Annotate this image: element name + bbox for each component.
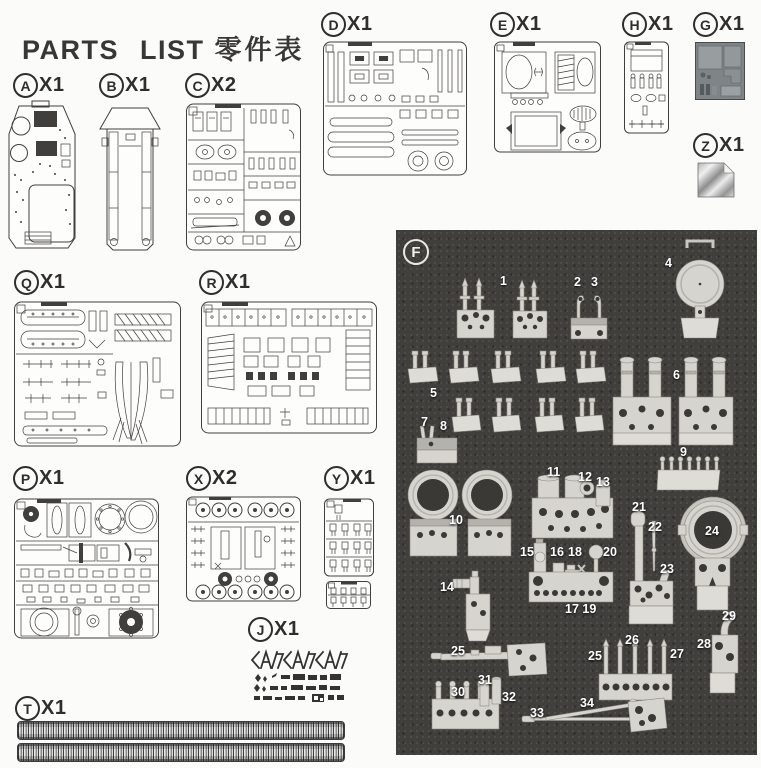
part-label-28: 28 bbox=[697, 637, 711, 651]
part-shape-26 bbox=[599, 639, 672, 700]
part-shape-17-19 bbox=[529, 570, 613, 602]
part-label-16: 16 bbox=[550, 545, 564, 559]
sprue-b-letter: B bbox=[99, 73, 124, 98]
sprue-d-label bbox=[321, 12, 372, 37]
etch-fret-g bbox=[695, 42, 745, 100]
page-title-zh: 零件表 bbox=[214, 35, 305, 65]
sprue-q-qty: X1 bbox=[40, 271, 66, 293]
sprue-y-label bbox=[324, 466, 375, 491]
sprue-x-letter: X bbox=[186, 466, 211, 491]
part-shape-5-row2 bbox=[452, 398, 604, 432]
sprue-a-qty: X1 bbox=[39, 74, 65, 96]
sprue-y1-drawing bbox=[323, 497, 375, 578]
sprue-q-label bbox=[14, 270, 65, 295]
sprue-b-qty: X1 bbox=[125, 74, 151, 96]
part-label-5: 5 bbox=[430, 386, 437, 400]
part-shape-1 bbox=[457, 278, 494, 338]
part-label-29: 29 bbox=[722, 609, 736, 623]
part-label-21: 21 bbox=[632, 500, 646, 514]
part-label-17-19: 17 19 bbox=[565, 602, 597, 616]
sprue-q-letter: Q bbox=[14, 270, 39, 295]
part-shape-10b bbox=[462, 470, 512, 556]
resin-parts-photo bbox=[396, 230, 757, 755]
sprue-x-qty: X2 bbox=[212, 467, 238, 489]
part-shape-34 bbox=[546, 698, 667, 732]
part-label-3: 3 bbox=[591, 275, 598, 289]
sprue-h-letter: H bbox=[622, 12, 647, 37]
part-label-34: 34 bbox=[580, 696, 594, 710]
sprue-h-drawing bbox=[623, 40, 670, 135]
sprue-c-drawing bbox=[185, 100, 302, 252]
sprue-b-drawing bbox=[97, 102, 163, 253]
photo-panel-f bbox=[396, 230, 757, 755]
sprue-c-qty: X2 bbox=[211, 74, 237, 96]
sprue-h-qty: X1 bbox=[648, 13, 674, 35]
part-label-25a: 25 bbox=[451, 644, 465, 658]
part-label-9: 9 bbox=[680, 445, 687, 459]
sprue-x-label bbox=[186, 466, 237, 491]
part-label-33: 33 bbox=[530, 706, 544, 720]
sprue-a-drawing bbox=[5, 100, 80, 253]
part-shape-2-3 bbox=[571, 296, 607, 339]
sprue-e-letter: E bbox=[490, 12, 515, 37]
part-shape-28-29 bbox=[710, 612, 738, 693]
sprue-d-letter: D bbox=[321, 12, 346, 37]
sprue-y2-drawing bbox=[325, 580, 372, 610]
part-shape-9 bbox=[657, 457, 720, 491]
part-label-15: 15 bbox=[520, 545, 534, 559]
part-label-22: 22 bbox=[648, 520, 662, 534]
decal-sheet-j bbox=[250, 650, 347, 705]
sprue-j-letter: J bbox=[248, 617, 273, 642]
sprue-p-drawing bbox=[13, 497, 160, 640]
track-strip-2 bbox=[17, 743, 345, 762]
sprue-g-letter: G bbox=[693, 12, 718, 37]
part-shape-5-row1 bbox=[408, 351, 606, 383]
sprue-z-letter: Z bbox=[693, 133, 718, 158]
part-label-14: 14 bbox=[440, 580, 454, 594]
sprue-r-drawing bbox=[200, 300, 378, 435]
sprue-e-drawing bbox=[493, 40, 603, 154]
sprue-e-label bbox=[490, 12, 541, 37]
part-shape-21-base bbox=[629, 581, 673, 624]
part-label-1: 1 bbox=[500, 274, 507, 288]
part-shape-21 bbox=[631, 511, 645, 582]
sprue-y-qty: X1 bbox=[350, 467, 376, 489]
sprue-t-qty: X1 bbox=[41, 697, 67, 719]
page-title-en: PARTS LIST bbox=[22, 35, 205, 65]
sprue-z-qty: X1 bbox=[719, 134, 745, 156]
part-label-4: 4 bbox=[665, 256, 672, 270]
part-label-8: 8 bbox=[440, 419, 447, 433]
track-strip-1 bbox=[17, 721, 345, 740]
part-label-20: 20 bbox=[603, 545, 617, 559]
sprue-a-label bbox=[13, 73, 64, 98]
sprue-p-label bbox=[13, 466, 64, 491]
sprue-g-label bbox=[693, 12, 744, 37]
part-shape-4 bbox=[676, 241, 724, 338]
sprue-d-qty: X1 bbox=[347, 13, 373, 35]
sprue-z-label bbox=[693, 133, 744, 158]
part-shape-6a bbox=[613, 357, 671, 445]
sprue-b-label bbox=[99, 73, 150, 98]
sprue-r-letter: R bbox=[199, 270, 224, 295]
part-shape-32 bbox=[492, 677, 501, 704]
sprue-a-letter: A bbox=[13, 73, 38, 98]
part-label-13: 13 bbox=[596, 475, 610, 489]
sprue-c-label bbox=[185, 73, 236, 98]
part-label-30: 30 bbox=[451, 685, 465, 699]
sprue-r-qty: X1 bbox=[225, 271, 251, 293]
sprue-t-letter: T bbox=[15, 696, 40, 721]
part-shape-7-8 bbox=[417, 426, 457, 463]
part-label-12: 12 bbox=[578, 470, 592, 484]
sprue-j-qty: X1 bbox=[274, 618, 300, 640]
part-label-26: 26 bbox=[625, 633, 639, 647]
part-label-6: 6 bbox=[673, 368, 680, 382]
sprue-y-letter: Y bbox=[324, 466, 349, 491]
part-shape-14 bbox=[453, 571, 490, 641]
part-label-2: 2 bbox=[574, 275, 581, 289]
part-label-7: 7 bbox=[421, 415, 428, 429]
sprue-p-letter: P bbox=[13, 466, 38, 491]
part-shape-25 bbox=[431, 643, 547, 676]
part-label-24: 24 bbox=[705, 524, 719, 538]
sprue-c-letter: C bbox=[185, 73, 210, 98]
part-label-31: 31 bbox=[478, 673, 492, 687]
part-label-23: 23 bbox=[660, 562, 674, 576]
sprue-r-label bbox=[199, 270, 250, 295]
sprue-x-drawing bbox=[185, 495, 302, 603]
part-label-11: 11 bbox=[547, 465, 561, 479]
part-label-27: 27 bbox=[670, 647, 684, 661]
part-label-25b: 25 bbox=[588, 649, 602, 663]
sprue-e-qty: X1 bbox=[516, 13, 542, 35]
sprue-t-label bbox=[15, 696, 66, 721]
page-title bbox=[22, 28, 305, 67]
sprue-g-qty: X1 bbox=[719, 13, 745, 35]
sprue-j-label bbox=[248, 617, 299, 642]
film-sheet-z bbox=[697, 162, 735, 198]
photo-panel-f-badge: F bbox=[403, 239, 429, 265]
part-shape-6b bbox=[679, 357, 733, 445]
sprue-p-qty: X1 bbox=[39, 467, 65, 489]
sprue-q-drawing bbox=[13, 300, 182, 448]
part-label-10: 10 bbox=[449, 513, 463, 527]
part-shape-1b bbox=[513, 280, 547, 338]
part-shape-24-bracket bbox=[695, 558, 730, 610]
part-label-18: 18 bbox=[568, 545, 582, 559]
sprue-d-drawing bbox=[322, 40, 468, 177]
sprue-h-label bbox=[622, 12, 673, 37]
part-label-32: 32 bbox=[502, 690, 516, 704]
